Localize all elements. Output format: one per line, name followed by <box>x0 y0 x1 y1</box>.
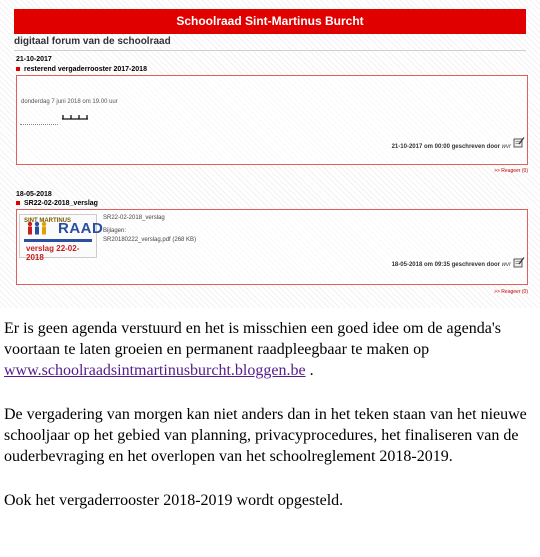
post-footer-text: 18-05-2018 om 09:35 geschreven door <box>391 262 500 268</box>
edit-notepad-icon[interactable] <box>513 256 525 268</box>
attachment-title: SR22-02-2018_verslag <box>103 215 165 221</box>
header-divider <box>14 50 526 51</box>
thumbnail-top-text: SINT MARTINUS <box>24 218 71 224</box>
attachment-label: Bijlagen: <box>103 228 127 234</box>
paragraph-1 <box>4 318 536 381</box>
post-date: 18-05-2018 <box>16 191 52 198</box>
separator-marks <box>61 113 89 121</box>
post-footer <box>392 262 511 268</box>
paragraph-3: Ook het vergaderrooster 2018-2019 wordt opgesteld. <box>4 492 344 509</box>
paragraph-2: De vergadering van morgen kan niet anders dan in het teken staan van het nieuwe schooljaar op het gebied van planning, privacyprocedures, het finaliseren van de ouderbevraging en het overlopen van het schoolreglement 2018-2019. <box>4 406 527 465</box>
thumbnail-main-text: RAAD <box>58 220 104 237</box>
dotted-divider <box>20 124 58 125</box>
reply-link[interactable]: >> Reageer (0) <box>494 168 528 174</box>
edit-notepad-icon[interactable] <box>513 136 525 148</box>
attachment-file-link[interactable]: SR20180222_verslag.pdf (268 KB) <box>103 237 197 243</box>
red-square-bullet-icon <box>16 201 20 205</box>
post-title[interactable] <box>16 200 98 207</box>
thumbnail-bar <box>24 239 92 242</box>
red-square-bullet-icon <box>16 67 20 71</box>
post-author[interactable]: wvr <box>501 262 511 268</box>
report-thumbnail[interactable] <box>19 214 104 262</box>
thumbnail-caption: verslag 22-02-2018 <box>26 244 80 262</box>
post-box <box>16 209 528 285</box>
post-title-text: SR22-02-2018_verslag <box>24 200 98 207</box>
blog-header-title[interactable]: Schoolraad Sint-Martinus Burcht <box>14 9 526 34</box>
paragraph-1-text: Er is geen agenda verstuurd en het is misschien een goed idee om de agenda's voortaan te laten groeien en permanent raadpleegbaar te maken op <box>4 320 501 358</box>
post-box <box>16 75 528 165</box>
attachment-meta <box>103 214 196 245</box>
paragraph-1-end: . <box>305 362 314 379</box>
post-title[interactable] <box>16 66 147 73</box>
reply-link[interactable]: >> Reageer (0) <box>494 289 528 295</box>
blog-subtitle: digitaal forum van de schoolraad <box>14 36 171 47</box>
post-author[interactable]: wvr <box>501 144 511 150</box>
blog-link[interactable]: www.schoolraadsintmartinusburcht.bloggen.be <box>4 362 306 379</box>
article-body <box>4 318 536 534</box>
post-title-text: resterend vergaderrooster 2017-2018 <box>24 66 147 73</box>
post-body-text: donderdag 7 juni 2018 om 19.00 uur <box>21 99 118 105</box>
post-footer-text: 21-10-2017 om 00:00 geschreven door <box>391 144 500 150</box>
post-date: 21-10-2017 <box>16 56 52 63</box>
post-footer <box>392 144 511 150</box>
